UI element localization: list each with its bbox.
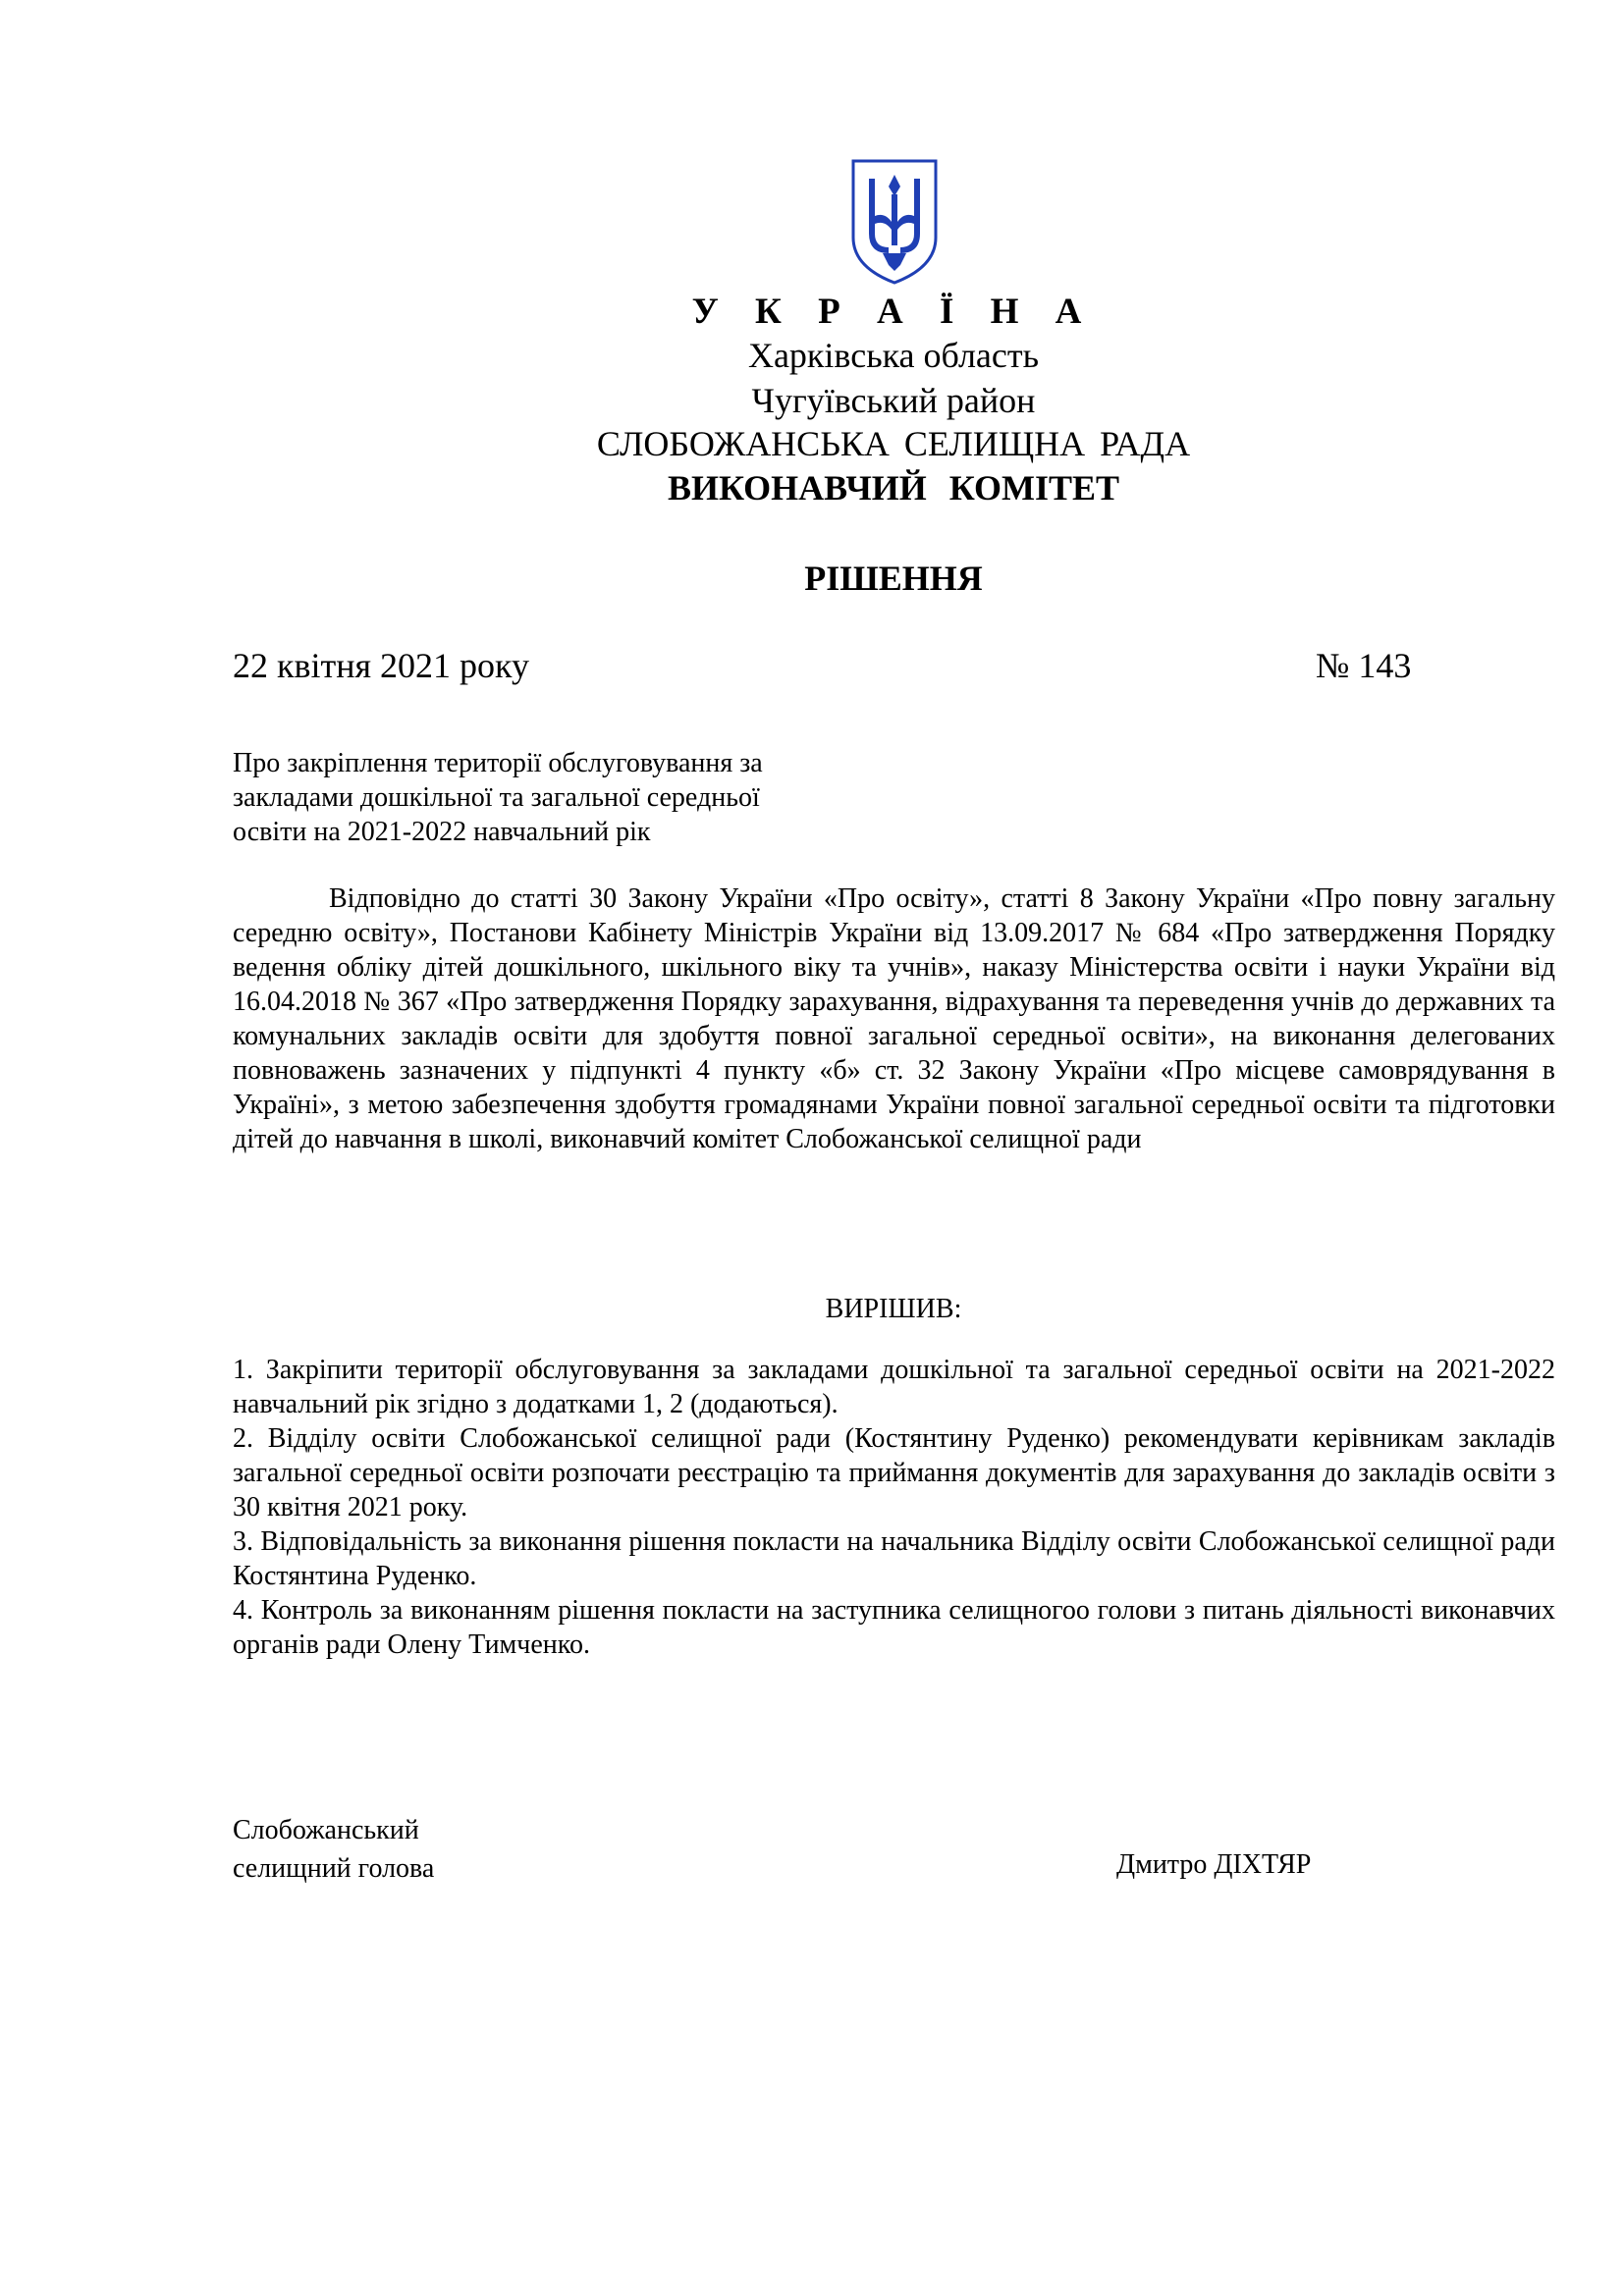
document-type-title: РІШЕННЯ xyxy=(804,559,983,598)
signatory-title-line: Слобожанський xyxy=(233,1815,419,1845)
subject-line: закладами дошкільної та загальної середньої xyxy=(233,782,760,813)
committee-name: ВИКОНАВЧИЙ КОМІТЕТ xyxy=(667,468,1120,507)
trident-coat-of-arms-icon xyxy=(849,157,940,287)
preamble-paragraph: Відповідно до статті 30 Закону України «Про освіту», статті 8 Закону України «Про повну загальну середню освіту», Постанови Кабінету Міністрів України від 13.09.2017 № 684 «Про затвердження Порядку ведення обліку дітей дошкільного, шкільного віку та учнів», наказу Міністерства освіти і науки України від 16.04.2018 № 367 «Про затвердження Порядку зарахування, відрахування та переведення учнів до державних та комунальних закладів освіти для здобуття повної загальної середньої освіти», на виконання делегованих повноважень зазначених у підпункті 4 пункту «б» ст. 32 Закону України «Про місцеве самоврядування в Україні», з метою забезпечення здобуття громадянами України повної загальної середньої освіти та підготовки дітей до навчання в школі, виконавчий комітет Слобожанської селищної ради xyxy=(233,883,1555,1154)
subject-line: Про закріплення території обслуговування за xyxy=(233,748,763,778)
country-name: У К Р А Ї Н А xyxy=(691,292,1096,332)
decision-subject xyxy=(233,746,920,849)
decision-item-1: 1. Закріпити території обслуговування за закладами дошкільної та загальної середньої освіти на 2021-2022 навчальний рік згідно з додатками 1, 2 (додаються). xyxy=(233,1355,1555,1419)
signatory-title-line: селищний голова xyxy=(233,1853,435,1884)
district-name: Чугуївський район xyxy=(751,381,1036,420)
decision-items xyxy=(233,1353,1555,1662)
signatory-title xyxy=(233,1811,434,1888)
decided-heading: ВИРІШИВ: xyxy=(825,1294,962,1324)
decision-number: № 143 xyxy=(1316,646,1412,685)
signatory-name: Дмитро ДІХТЯР xyxy=(1116,1849,1312,1880)
decision-date: 22 квітня 2021 року xyxy=(233,646,530,685)
region-name: Харківська область xyxy=(747,336,1040,375)
decision-item-3: 3. Відповідальність за виконання рішення покласти на начальника Відділу освіти Слобожанської селищної ради Костянтина Руденко. xyxy=(233,1526,1555,1591)
decision-item-2: 2. Відділу освіти Слобожанської селищної ради (Костянтину Руденко) рекомендувати керівникам закладів загальної середньої освіти розпочати реєстрацію та приймання документів для зарахування до закладів освіти з 30 квітня 2021 року. xyxy=(233,1423,1555,1522)
subject-line: освіти на 2021-2022 навчальний рік xyxy=(233,817,651,847)
council-name: СЛОБОЖАНСЬКА СЕЛИЩНА РАДА xyxy=(596,424,1191,463)
decision-item-4: 4. Контроль за виконанням рішення покласти на заступника селищногоо голови з питань діяльності виконавчих органів ради Олену Тимченко. xyxy=(233,1595,1555,1660)
